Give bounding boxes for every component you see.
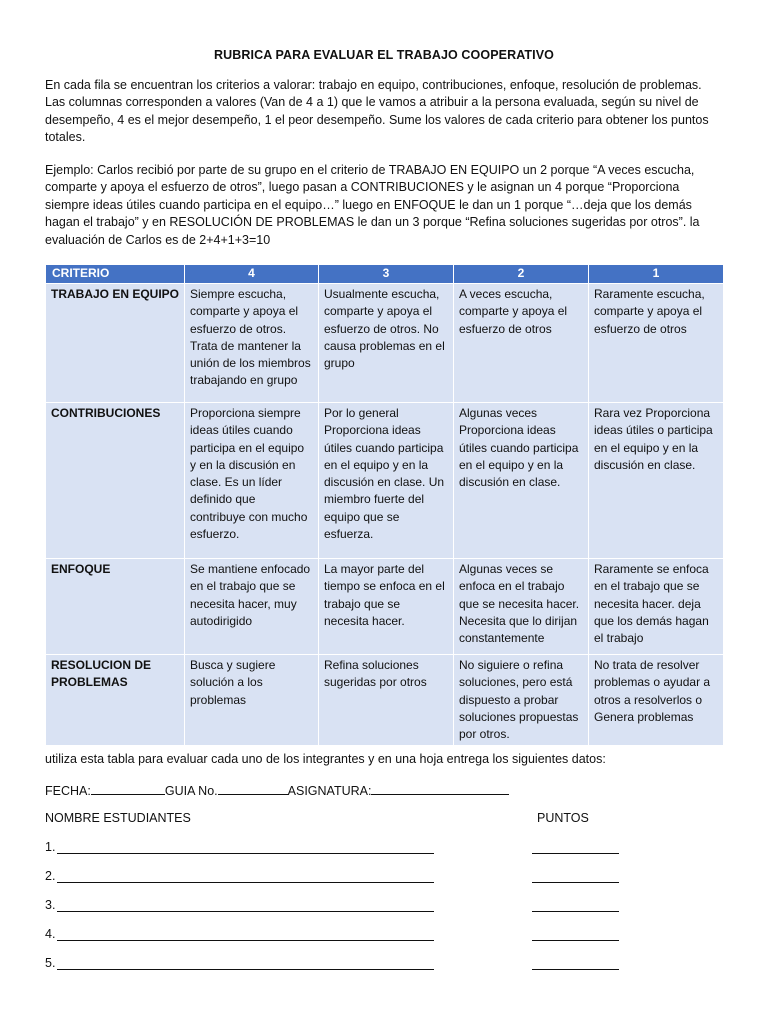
descriptor-cell: Raramente escucha, comparte y apoya el esfuerzo de otros	[589, 284, 724, 403]
criterion-cell: ENFOQUE	[46, 559, 185, 655]
descriptor-cell: Siempre escucha, comparte y apoya el esfuerzo de otros. Trata de mantener la unión de los miembros trabajando en grupo	[185, 284, 319, 403]
descriptor-cell: Por lo general Proporciona ideas útiles cuando participa en el equipo y en la discusión en clase. Un miembro fuerte del equipo que se esfuerza.	[319, 403, 454, 559]
example-paragraph: Ejemplo: Carlos recibió por parte de su grupo en el criterio de TRABAJO EN EQUIPO un 2 porque “A veces escucha, comparte y apoya el esfuerzo de otros”, luego pasan a CONTRIBUCIONES y le asignan un 4 porque “Proporciona siempre ideas útiles cuando participa en el equipo…” luego en ENFOQUE le dan un 1 porque “…deja que los demás hagan el trabajo” y en RESOLUCIÓN DE PROBLEMAS le dan un 3 porque “Refina soluciones sugeridas por otros”. la evaluación de Carlos es de 2+4+1+3=10	[45, 163, 700, 247]
fecha-blank	[91, 782, 165, 795]
descriptor-cell: La mayor parte del tiempo se enfoca en el trabajo que se necesita hacer.	[319, 559, 454, 655]
student-row	[45, 927, 725, 945]
asignatura-blank	[371, 782, 509, 795]
rubric-row-trabajo-en-equipo	[46, 284, 724, 403]
header-score-2: 2	[454, 265, 589, 284]
student-name-blank	[57, 940, 434, 941]
student-name-blank	[57, 882, 434, 883]
descriptor-cell: Algunas veces se enfoca en el trabajo que se necesita hacer. Necesita que lo dirijan constantemente	[454, 559, 589, 655]
student-number: 2.	[45, 869, 56, 883]
points-header: PUNTOS	[537, 811, 589, 825]
student-name-blank	[57, 853, 434, 854]
descriptor-cell: Refina soluciones sugeridas por otros	[319, 655, 454, 746]
student-name-blank	[57, 969, 434, 970]
criterion-cell: TRABAJO EN EQUIPO	[46, 284, 185, 403]
form-fields-line	[45, 782, 509, 798]
criterion-cell: CONTRIBUCIONES	[46, 403, 185, 559]
rubric-table	[45, 264, 724, 746]
header-score-3: 3	[319, 265, 454, 284]
student-number: 5.	[45, 956, 56, 970]
descriptor-cell: Algunas veces Proporciona ideas útiles cuando participa en el equipo y en la discusión en clase.	[454, 403, 589, 559]
student-row	[45, 956, 725, 974]
descriptor-cell: Proporciona siempre ideas útiles cuando participa en el equipo y en la discusión en clase. Es un líder definido que contribuye con mucho esfuerzo.	[185, 403, 319, 559]
student-points-blank	[532, 882, 619, 883]
student-row	[45, 869, 725, 887]
fecha-label: FECHA:	[45, 784, 91, 798]
students-header: NOMBRE ESTUDIANTES	[45, 811, 191, 825]
student-row	[45, 840, 725, 858]
student-name-blank	[57, 911, 434, 912]
descriptor-cell: Se mantiene enfocado en el trabajo que se necesita hacer, muy autodirigido	[185, 559, 319, 655]
student-points-blank	[532, 911, 619, 912]
student-number: 3.	[45, 898, 56, 912]
intro-paragraph: En cada fila se encuentran los criterios a valorar: trabajo en equipo, contribuciones, enfoque, resolución de problemas. Las columnas corresponden a valores (Van de 4 a 1) que le vamos a atribuir a la persona evaluada, según su nivel de desempeño, 4 es el mejor desempeño, 1 el peor desempeño. Sume los valores de cada criterio para obtener los puntos totales.	[45, 78, 709, 145]
descriptor-cell: No trata de resolver problemas o ayudar a otros a resolverlos o Genera problemas	[589, 655, 724, 746]
descriptor-cell: Rara vez Proporciona ideas útiles o participa en el equipo y en la discusión en clase.	[589, 403, 724, 559]
student-points-blank	[532, 940, 619, 941]
descriptor-cell: No siguiere o refina soluciones, pero está dispuesto a probar soluciones propuestas por otros.	[454, 655, 589, 746]
header-criterio: CRITERIO	[46, 265, 185, 284]
descriptor-cell: Raramente se enfoca en el trabajo que se necesita hacer. deja que los demás hagan el trabajo	[589, 559, 724, 655]
student-points-blank	[532, 969, 619, 970]
guia-label: GUIA No.	[164, 784, 218, 798]
student-number: 1.	[45, 840, 56, 854]
rubric-row-contribuciones	[46, 403, 724, 559]
header-score-1: 1	[589, 265, 724, 284]
instructions-text: utiliza esta tabla para evaluar cada uno de los integrantes y en una hoja entrega los siguientes datos:	[45, 752, 606, 766]
criterion-cell: RESOLUCION DE PROBLEMAS	[46, 655, 185, 746]
descriptor-cell: Busca y sugiere solución a los problemas	[185, 655, 319, 746]
rubric-row-enfoque	[46, 559, 724, 655]
asignatura-label: ASIGNATURA:	[287, 784, 372, 798]
student-number: 4.	[45, 927, 56, 941]
header-score-4: 4	[185, 265, 319, 284]
document-title: RUBRICA PARA EVALUAR EL TRABAJO COOPERATIVO	[214, 48, 554, 62]
descriptor-cell: A veces escucha, comparte y apoya el esfuerzo de otros	[454, 284, 589, 403]
descriptor-cell: Usualmente escucha, comparte y apoya el esfuerzo de otros. No causa problemas en el grupo	[319, 284, 454, 403]
rubric-row-resolucion-de-problemas	[46, 655, 724, 746]
student-row	[45, 898, 725, 916]
guia-blank	[218, 782, 288, 795]
student-points-blank	[532, 853, 619, 854]
rubric-header-row	[46, 265, 724, 284]
